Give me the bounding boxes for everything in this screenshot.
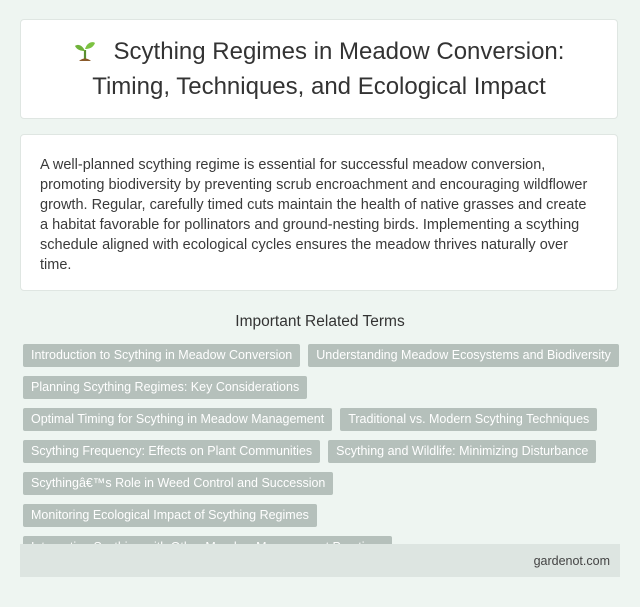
- footer: [20, 544, 620, 577]
- sprout-icon: [74, 39, 96, 71]
- page-title: [21, 36, 617, 102]
- related-term-tag[interactable]: Planning Scything Regimes: Key Considerations: [23, 376, 307, 399]
- related-term-tag[interactable]: Introduction to Scything in Meadow Conversion: [23, 344, 300, 367]
- related-term-tag[interactable]: Scything Frequency: Effects on Plant Communities: [23, 440, 320, 463]
- footer-site-link[interactable]: gardenot.com: [533, 553, 610, 568]
- related-terms-heading: Important Related Terms: [235, 313, 405, 330]
- related-term-tag[interactable]: Scythingâ€™s Role in Weed Control and Succession: [23, 472, 333, 495]
- intro-card: [20, 134, 618, 291]
- related-term-tag[interactable]: Optimal Timing for Scything in Meadow Management: [23, 408, 332, 431]
- title-card: [20, 19, 618, 119]
- intro-text: A well-planned scything regime is essential for successful meadow conversion, promoting biodiversity by preventing scrub encroachment and encouraging wildflower growth. Regular, carefully timed cuts maintain the health of native grasses and create a habitat favorable for pollinators and ground-nesting birds. Implementing a scything schedule aligned with ecological cycles ensures the meadow thrives naturally over time.: [40, 157, 588, 273]
- related-term-tag[interactable]: Traditional vs. Modern Scything Techniques: [340, 408, 597, 431]
- related-term-tag[interactable]: Monitoring Ecological Impact of Scything Regimes: [23, 504, 317, 527]
- page-title-text: Scything Regimes in Meadow Conversion: Timing, Techniques, and Ecological Impact: [92, 38, 565, 100]
- related-term-tag[interactable]: Scything and Wildlife: Minimizing Disturbance: [328, 440, 596, 463]
- related-terms-list: [23, 344, 623, 559]
- related-term-tag[interactable]: Understanding Meadow Ecosystems and Biodiversity: [308, 344, 619, 367]
